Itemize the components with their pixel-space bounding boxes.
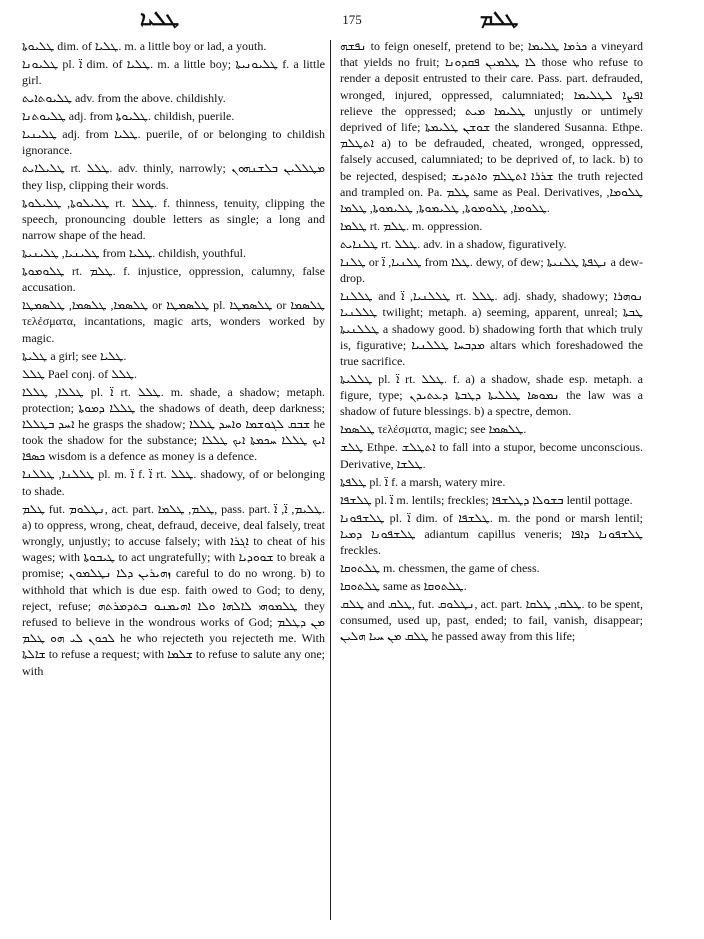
dictionary-entry: ܛܠܢܐܝܬ rt. ܛܠܠ. adv. in a shadow, figuratively. xyxy=(340,237,567,252)
dictionary-entry: ܛܠܝܘܢܐ pl. ܐ̈ dim. of ܛܠܝܐ. m. a little boy; ܛܠܝܘܢܝܬܐ f. a little girl. xyxy=(22,57,325,88)
dictionary-entry: ܛܠܡ fut. ܢܛܠܘܡ, act. part. ܛܠܡ, ܛܠܡܐ, pass. part. ܛܠܝܡ, ܐ̈, ܐ̈. a) to oppress, wrong, cheat, defraud, deceive, deal falsely, treat wrongly, unjustly; to accuse falsely; with ܐܓܪܐ to cheat of his wages; with ܛܝܒܘܬܐ to act ungratefully; with ܫܘܘܕܝܐ to break a promise; ܙܗܝܪܝܢ ܕܠܐ ܢܛܠܡܘܢ careful to do no wrong. b) to withhold that which is due esp. faith owed to God; to deny, reject, refuse; ܛܠܡܘܗܝ ܠܐܠܗܐ ܘܠܐ ܐܗܝܡܢܘ ܒܬܕܡܪܬܗ they refused to believe in the wondrous works of God; ܡܢ ܕܛܠܡ ܠܟܘܢ ܠܝ ܗܘ ܛܠܡ he who rejecteth you rejecteth me. With ܫܐܠܬܐ to refuse a request; with ܫܠܡܐ to refuse to salute any one; with xyxy=(22,501,326,678)
dictionary-entry: ܛܠܫܦܘܢܐ pl. ܐ̈ dim. of ܛܠܫܦܐ. m. the pond or marsh lentil; ܛܠܫܦܘܢܐ ܕܡܝܐ adiantum capillus veneris; ܛܠܫܦܘܢܐ ܕܐܦܐ freckles. xyxy=(340,510,644,558)
dictionary-entry: ܛܠܢܐ or ܛܠܢܝܐ, ܐ̈ from ܛܠܐ. dewy, of dew; ܢܛܦܬܐ ܛܠܢܝܬܐ a dew-drop. xyxy=(340,255,643,286)
dictionary-entry: ܛܠܫ Ethpe. ܐܬܛܠܫ to fall into a stupor, become unconscious. Derivative, ܛܠܫܐ. xyxy=(340,440,643,471)
dictionary-entry: ܛܠܝܬܐ a girl; see ܛܠܝܐ. xyxy=(22,348,127,363)
dictionary-entry: ܛܠܫܦܐ pl. ܐ̈ m. lentils; freckles; ܒܫܘܠܐ ܕܛܠܫܦܐ lentil pottage. xyxy=(340,492,633,507)
dictionary-entry: ܛܠܠܢܐ and ܛܠܠܢܝܐ, ܐ̈ rt. ܛܠܠ. adj. shady, shadowy; ܢܘܗܪܐ ܛܠܠܢܝܐ twilight; metaph. a) seeming, apparent, unreal; ܛܒܬܐ ܛܠܠܢܝܬܐ a shadowy good. b) shadowing forth that which truly is, figurative; ܡܕܒܚܐ ܛܠܠܢܝܐ altars which foreshadowed the true sacrifice. xyxy=(340,289,644,369)
dictionary-entry: ܛܠܝܘܬܐ dim. of ܛܠܝܐ. m. a little boy or lad, a youth. xyxy=(22,39,267,53)
left-column xyxy=(22,38,325,681)
dictionary-entry: ܛܠܩ and ܛܠܩ, fut. ܢܛܠܘܩ, act. part. ܛܠܩ, ܛܠܩܐ. to be spent, consumed, used up, past, ended; to fail, vanish, disappear; ܛܠܩ ܡܢ ܚܝܐ ܗܠܝܢ he passed away from this life; xyxy=(340,597,643,644)
dictionary-entry: ܛܠܡܐ rt. ܛܠܡ. m. oppression. xyxy=(340,219,483,234)
dictionary-entry: ܛܠܝܠܐܝܬ rt. ܛܠܠ. adv. thinly, narrowly; ܡܛܠܠܝܢ ܒܠܫܢܗܘܢ they lisp, clipping their words. xyxy=(22,161,326,192)
dictionary-entry: ܛܠܠ Pael conj. of ܛܠܠ. xyxy=(22,366,137,381)
page-number: 175 xyxy=(342,12,362,27)
dictionary-entry: ܛܠܝܢܝܐ, ܛܠܝܢܝܬܐ from ܛܠܝܐ. childish, youthful. xyxy=(22,246,246,261)
dictionary-entry: ܛܠܣܡܐ τελέσματα, magic; see ܛܠܣܡܐ. xyxy=(340,422,527,437)
left-running-headword: ܛܠܝܐ xyxy=(140,8,180,30)
dictionary-entry: ܛܠܦܬܐ pl. ܐ̈ f. a marsh, watery mire. xyxy=(340,474,506,489)
dictionary-entry: ܛܠܝܘܬܢܐ adj. from ܛܠܝܘܬܐ. childish, puerile. xyxy=(22,109,235,124)
dictionary-entry: ܛܠܘܡܘܬܐ rt. ܛܠܡ. f. injustice, oppression, calumny, false accusation. xyxy=(22,264,325,295)
dictionary-entry: ܛܠܝܢܝܐ adj. from ܛܠܝܐ. puerile, of or belonging to childish ignorance. xyxy=(22,127,325,158)
dictionary-entry: ܛܠܠܝܬܐ pl. ܐ̈ rt. ܛܠܠ. f. a) a shadow, shade esp. metaph. a figure, type; ܢܡܘܣܐ ܛܠܠܝܬܐ ܕܛܒܬܐ ܕܥܬܝܕܢ the law was a shadow of future blessings. b) a spectre, demon. xyxy=(340,372,643,419)
dictionary-entry: ܢܦܫܗ to feign oneself, pretend to be; ܟܪܡܐ ܛܠܝܡܐ a vineyard that yields no fruit; ܠܐ ܛܠܡܝܢ ܦܩܕܘܢܐ those who refuse to render a deposit entrusted to their care. Pass. part. defrauded, wronged, injured, oppressed, calumniated; ܐܦܨܐ ܠܛܠܝܡܐ relieve the oppressed; ܛܠܝܡܐ ܡܝܬ unjustly or untimely deprived of life; ܫܘܫܢ ܛܠܝܡܬܐ the slandered Susanna. Ethpe. ܐܬܛܠܡ a) to be defrauded, cheated, wronged, oppressed, falsely accused, calumniated; to be deprived of, to lack. b) to be rejected, despised; ܫܪܪܐ ܐܬܛܠܡ ܘܐܬܕܝܫ the truth rejected and trampled on. Pa. ܛܠܡ same as Peal. Derivatives, ܛܠܘܡܐ, ܛܠܘܡܐ, ܛܠܘܡܘܬܐ, ܛܠܝܡܘܬܐ, ܛܠܝܡܘܬܐ, ܛܠܡܐ. xyxy=(340,39,644,216)
right-column xyxy=(340,38,643,646)
dictionary-entry: ܛܠܠܢܐ, ܛܠܠܢܐ pl. m. ܐ̈ f. ܐ̈ rt. ܛܠܠ. shadowy, of or belonging to shade. xyxy=(22,467,325,498)
dictionary-entry: ܛܠܝܠܘܬܐ, ܛܠܝܠܘܬܐ rt. ܛܠܠ. f. thinness, tenuity, clipping the speech, pronouncing double letters as single; a long and narrow shape of the head. xyxy=(22,195,325,243)
page-header xyxy=(0,6,704,34)
dictionary-entry: ܛܠܝܘܬܐܝܬ adv. from the above. childishly. xyxy=(22,91,226,106)
right-running-headword: ܛܠܡ xyxy=(480,8,519,30)
column-divider xyxy=(330,40,331,920)
dictionary-entry: ܛܠܣܡܐ, ܛܠܣܡܐ, ܛܠܣܡܛܐ or ܛܠܣܡܛܐ pl. ܛܠܣܡܛܐ or ܛܠܣܡܐ τελέσματα, incantations, magic arts, wonders worked by magic. xyxy=(22,298,326,345)
dictionary-entry: ܛܠܬܘܩܐ same as ܛܠܬܘܩܐ. xyxy=(340,579,467,594)
dictionary-entry: ܛܠܠܐ, ܛܠܠܐ pl. ܐ̈ rt. ܛܠܠ. m. shade, a shadow; metaph. protection; ܛܠܠܐ ܕܡܘܬܐ the shadows of death, deep darkness; ܐܚܕ ܒܛܠܠܐ he grasps the shadow; ܫܒܩ ܠܓܘܫܡܐ ܘܐܚܕ ܛܠܠܐ he took the shadow for the substance; ܐܝܟ ܛܠܠܐ ܚܟܡܬܐ ܐܝܟ ܛܠܠܐ ܟܣܦܐ wisdom is a defence as money is a defence. xyxy=(22,384,326,464)
dictionary-entry: ܛܠܬܘܩܐ m. chessmen, the game of chess. xyxy=(340,561,540,576)
